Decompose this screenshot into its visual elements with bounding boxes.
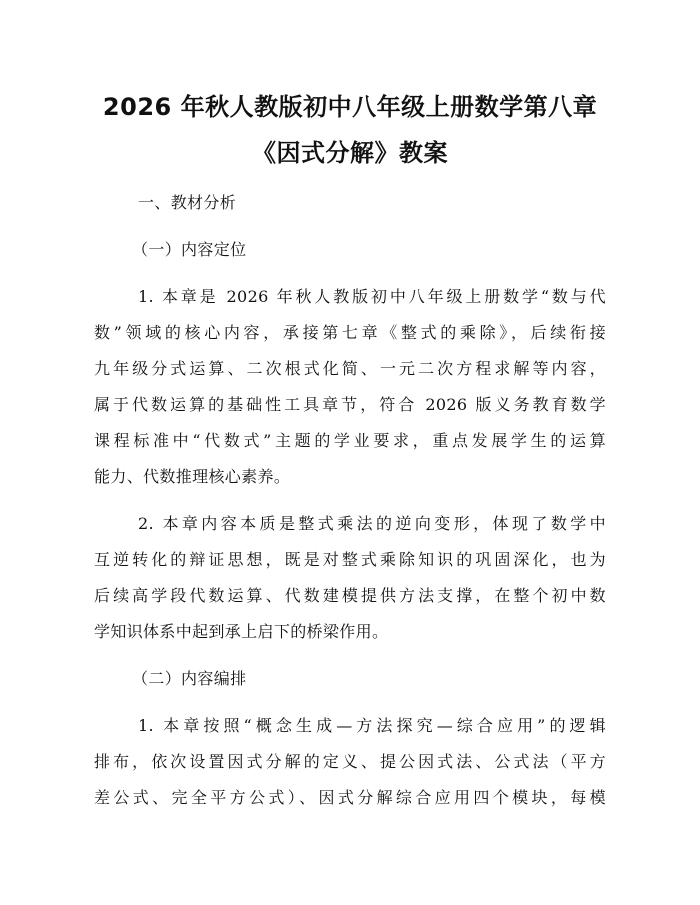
paragraph-line: 属于代数运算的基础性工具章节，符合 2026 版义务教育数学 [94,395,606,414]
paragraph-line: 2. 本章内容本质是整式乘法的逆向变形，体现了数学中 [138,514,606,533]
paragraph-line: 能力、代数推理核心素养。 [94,467,291,486]
paragraph-line: 课程标准中“代数式”主题的学业要求，重点发展学生的运算 [94,431,606,450]
subsection-heading-content-positioning: （一）内容定位 [132,240,247,259]
paragraph-line: 1. 本章按照“概念生成—方法探究—综合应用”的逻辑 [138,716,606,735]
paragraph-line: 数”领域的核心内容，承接第七章《整式的乘除》，后续衔接 [94,323,606,342]
paragraph-line: 互逆转化的辩证思想，既是对整式乘除知识的巩固深化，也为 [94,550,606,569]
document-title-line-1: 2026 年秋人教版初中八年级上册数学第八章 [102,93,598,121]
paragraph-line: 九年级分式运算、二次根式化简、一元二次方程求解等内容， [94,359,606,378]
section-heading-textbook-analysis: 一、教材分析 [138,193,237,212]
subsection-heading-content-arrangement: （二）内容编排 [132,669,247,688]
paragraph-line: 后续高学段代数运算、代数建模提供方法支撑，在整个初中数 [94,586,606,605]
paragraph-line: 学知识体系中起到承上启下的桥梁作用。 [94,622,389,641]
paragraph-line: 差公式、完全平方公式）、因式分解综合应用四个模块，每模 [94,788,606,807]
paragraph-line: 1. 本章是 2026 年秋人教版初中八年级上册数学“数与代 [138,287,606,306]
paragraph-line: 排布，依次设置因式分解的定义、提公因式法、公式法（平方 [94,752,606,771]
document-title-line-2: 《因式分解》教案 [252,139,448,167]
